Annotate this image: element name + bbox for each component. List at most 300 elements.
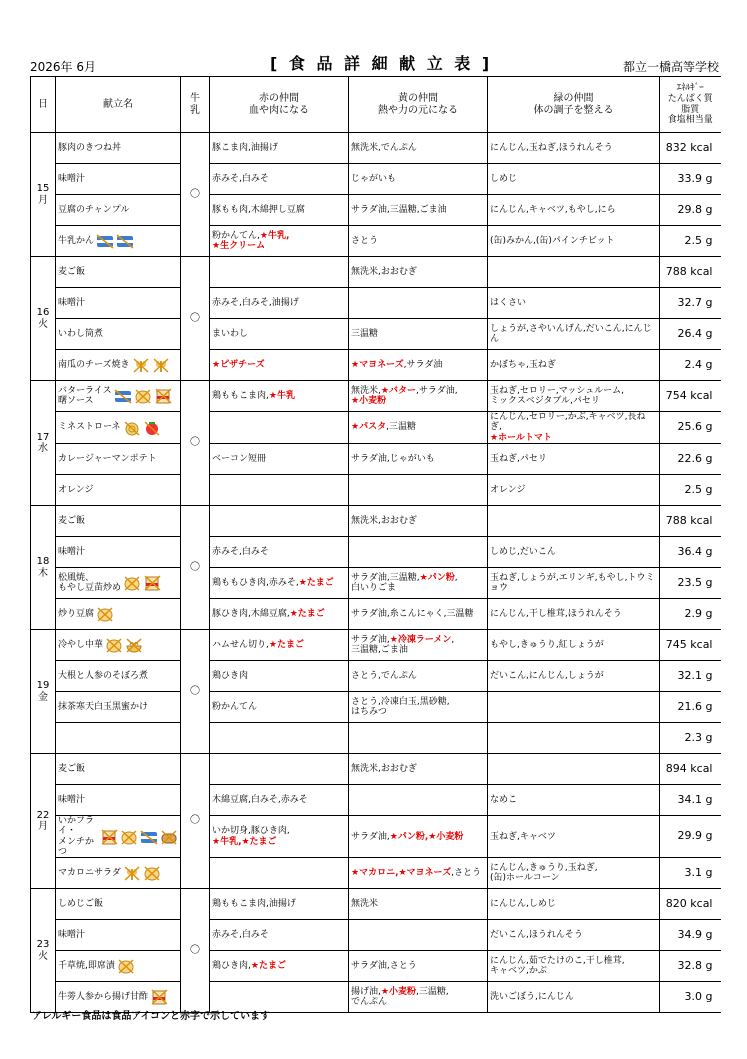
ingredient-text: 無洗米,でんぷん [351, 142, 417, 153]
yellow-group-cell [349, 133, 488, 164]
ingredient-text: 赤みそ,白みそ [212, 546, 269, 557]
yellow-group-cell [349, 692, 488, 723]
nutrition-value: 33.9 g [660, 164, 721, 195]
menu-name: カレージャーマンポテト [58, 453, 157, 464]
egg-icon [105, 637, 123, 653]
menu-name: 味噌汁 [58, 794, 86, 805]
green-group-cell [488, 350, 660, 381]
ingredient-text: もやし,きゅうり,紅しょうが [490, 639, 604, 650]
menu-cell [56, 951, 181, 982]
flour-icon [154, 388, 172, 404]
yellow-group-cell [349, 412, 488, 444]
green-group-cell [488, 858, 660, 889]
red-group-cell [210, 350, 349, 381]
green-group-cell [488, 444, 660, 475]
green-group-cell [488, 288, 660, 319]
yellow-group-cell [349, 723, 488, 754]
ingredient-text: にんじん,玉ねぎ,ほうれんそう [490, 142, 613, 153]
table-row [31, 195, 721, 226]
ingredient-text: ,三温糖, でんぷん [351, 987, 449, 1008]
red-group-cell [210, 661, 349, 692]
nutrition-value: 32.8 g [660, 951, 721, 982]
menu-name: 牛乳かん [58, 235, 95, 246]
red-group-cell [210, 816, 349, 858]
milk-mark: 〇 [181, 381, 210, 506]
menu-name: 豆腐のチャンプル [58, 204, 130, 215]
pasta-icon [123, 420, 141, 436]
ingredient-text: 揚げ油, [351, 987, 381, 998]
red-group-cell [210, 288, 349, 319]
menu-cell [56, 133, 181, 164]
ingredient-text: いか切身,豚ひき肉, [212, 826, 290, 837]
ingredient-text: 木綿豆腐,白みそ,赤みそ [212, 794, 308, 805]
milk-icon [116, 233, 134, 249]
green-group-cell [488, 661, 660, 692]
red-group-cell [210, 475, 349, 506]
day-cell: 17 水 [31, 381, 56, 506]
yellow-group-cell [349, 475, 488, 506]
day-cell: 22 月 [31, 754, 56, 889]
ingredient-text: にんじん,きゅうり,玉ねぎ, (缶)ホールコーン [490, 863, 598, 884]
menu-name: 松風焼、 もやし豆苗炒め [58, 572, 122, 594]
nutrition-value: 32.7 g [660, 288, 721, 319]
menu-cell [56, 692, 181, 723]
table-row [31, 889, 721, 920]
nutrition-value: 745 kcal [660, 630, 721, 661]
allergen-text: ★たまご [268, 639, 304, 650]
table-row [31, 226, 721, 257]
red-group-cell [210, 195, 349, 226]
yellow-group-cell [349, 982, 488, 1013]
ingredient-text: サラダ油,じゃがいも [351, 453, 435, 464]
table-row [31, 257, 721, 288]
yellow-group-cell [349, 319, 488, 350]
ingredient-text: にんじん,茹でたけのこ,干し椎茸, キャベツ,かぶ [490, 956, 625, 977]
nutrition-value: 22.6 g [660, 444, 721, 475]
col-milk: 牛 乳 [181, 77, 210, 133]
menu-cell [56, 661, 181, 692]
ingredient-text: にんじん,干し椎茸,ほうれんそう [490, 608, 622, 619]
nutrition-value: 25.6 g [660, 412, 721, 444]
menu-cell [56, 785, 181, 816]
nutrition-value: 820 kcal [660, 889, 721, 920]
table-row [31, 444, 721, 475]
ingredient-text: だいこん,ほうれんそう [490, 930, 583, 941]
red-group-cell [210, 630, 349, 661]
ingredient-text: 玉ねぎ,しょうが,エリンギ,もやし,トウミョウ [490, 572, 655, 594]
menu-name: 麦ご飯 [58, 763, 86, 774]
nutrition-value: 3.1 g [660, 858, 721, 889]
menu-name: マカロニサラダ [58, 868, 121, 879]
yellow-group-cell [349, 537, 488, 568]
menu-cell [56, 257, 181, 288]
ingredient-text: さとう,冷凍白玉,黒砂糖, はちみつ [351, 696, 450, 718]
green-group-cell [488, 754, 660, 785]
table-row [31, 164, 721, 195]
allergen-text: ★パン粉,★小麦粉 [389, 831, 464, 842]
red-group-cell [210, 785, 349, 816]
green-group-cell [488, 319, 660, 350]
col-energy: ｴﾈﾙｷﾞｰ たんぱく質 脂質 食塩相当量 [660, 77, 721, 133]
nutrition-value: 3.0 g [660, 982, 721, 1013]
ingredient-text: ,三温糖 [386, 422, 416, 433]
yellow-group-cell [349, 889, 488, 920]
menu-cell [56, 195, 181, 226]
ingredient-text: にんじん,セロリー,かぶ,キャベツ,長ねぎ, [490, 412, 646, 433]
yellow-group-cell [349, 444, 488, 475]
menu-name: 味噌汁 [58, 173, 86, 184]
nutrition-value: 754 kcal [660, 381, 721, 412]
ingredient-text: サラダ油, [351, 634, 390, 645]
nutrition-value: 23.5 g [660, 568, 721, 599]
ingredient-text: サラダ油,三温糖, [351, 572, 420, 583]
table-row [31, 412, 721, 444]
green-group-cell [488, 599, 660, 630]
ingredient-text: 赤みそ,白みそ [212, 173, 269, 184]
flour-icon [150, 989, 168, 1005]
egg-icon [120, 829, 138, 845]
wheat-icon [132, 357, 150, 373]
green-group-cell [488, 723, 660, 754]
yellow-group-cell [349, 816, 488, 858]
allergen-text: ★たまご [289, 608, 325, 619]
allergen-text: ★マヨネーズ [351, 359, 404, 370]
yellow-group-cell [349, 506, 488, 537]
allergen-text: ★小麦粉 [351, 396, 387, 406]
green-group-cell [488, 164, 660, 195]
nutrition-value: 34.1 g [660, 785, 721, 816]
ingredient-text: (缶)みかん,(缶)パインチビット [490, 235, 615, 246]
menu-name: バターライス 曙ソース [58, 385, 112, 406]
yellow-group-cell [349, 257, 488, 288]
ingredient-text: さとう [351, 235, 379, 246]
nutrition-value: 32.1 g [660, 661, 721, 692]
egg-icon [96, 606, 114, 622]
ingredient-text: かぼちゃ,玉ねぎ [490, 359, 556, 370]
menu-name: 南瓜のチーズ焼き [58, 359, 130, 370]
green-group-cell [488, 412, 660, 444]
table-row [31, 816, 721, 858]
red-group-cell [210, 226, 349, 257]
table-row [31, 692, 721, 723]
nutrition-value: 894 kcal [660, 754, 721, 785]
ingredient-text: 鶏ももこま肉, [212, 390, 269, 401]
day-cell: 23 火 [31, 889, 56, 1013]
menu-cell [56, 381, 181, 412]
tomato-icon [143, 420, 161, 436]
menu-name: 大根と人参のそぼろ煮 [58, 670, 149, 681]
ingredient-text: ハムせん切り, [212, 639, 269, 650]
table-row [31, 350, 721, 381]
menu-name: 麦ご飯 [58, 515, 86, 526]
red-group-cell [210, 412, 349, 444]
ingredient-text: 玉ねぎ,キャベツ [490, 831, 556, 842]
allergen-text: ★ホールトマト [490, 432, 552, 443]
ingredient-text: 三温糖 [351, 328, 379, 339]
menu-name: 牛蒡人参から揚げ甘酢 [58, 992, 149, 1003]
ingredient-text: ,さとう [451, 868, 481, 879]
nutrition-value: 788 kcal [660, 257, 721, 288]
yellow-group-cell [349, 381, 488, 412]
allergen-text: ★パン粉 [419, 572, 455, 583]
menu-name: しめじご飯 [58, 899, 104, 910]
day-cell: 16 火 [31, 257, 56, 381]
green-group-cell [488, 816, 660, 858]
table-row [31, 599, 721, 630]
menu-cell [56, 444, 181, 475]
ingredient-text: ,サラダ油, [415, 385, 458, 396]
yellow-group-cell [349, 226, 488, 257]
nutrition-value: 29.9 g [660, 816, 721, 858]
wheat-icon [152, 357, 170, 373]
menu-cell [56, 164, 181, 195]
egg-icon [117, 958, 135, 974]
red-group-cell [210, 889, 349, 920]
ingredient-text: にんじん,しめじ [490, 899, 556, 910]
menu-cell [56, 350, 181, 381]
egg-icon [123, 575, 141, 591]
table-row [31, 475, 721, 506]
yellow-group-cell [349, 195, 488, 226]
red-group-cell [210, 506, 349, 537]
red-group-cell [210, 754, 349, 785]
allergen-text: ★牛乳,★たまご [212, 836, 277, 847]
ingredient-text: 粉かんてん [212, 701, 258, 712]
allergen-text: ★牛乳, [259, 230, 290, 241]
day-cell: 18 木 [31, 506, 56, 630]
ingredient-text: 赤みそ,白みそ [212, 930, 269, 941]
red-group-cell [210, 381, 349, 412]
red-group-cell [210, 692, 349, 723]
menu-name: 抹茶寒天白玉黒蜜かけ [58, 701, 149, 712]
nutrition-value: 34.9 g [660, 920, 721, 951]
yellow-group-cell [349, 754, 488, 785]
col-day: 日 [31, 77, 56, 133]
red-group-cell [210, 599, 349, 630]
allergen-text: ★冷凍ラーメン [389, 634, 452, 645]
menu-name: 炒り豆腐 [58, 608, 95, 619]
menu-cell [56, 599, 181, 630]
menu-cell [56, 754, 181, 785]
menu-name: 味噌汁 [58, 297, 86, 308]
green-group-cell [488, 381, 660, 412]
menu-cell [56, 858, 181, 889]
col-yellow: 黄の仲間 熱や力の元になる [349, 77, 488, 133]
red-group-cell [210, 723, 349, 754]
allergen-text: ★牛乳 [268, 390, 295, 401]
table-row [31, 506, 721, 537]
nutrition-value: 2.3 g [660, 723, 721, 754]
allergen-text: ★小麦粉 [380, 987, 416, 998]
menu-name: 味噌汁 [58, 546, 86, 557]
yellow-group-cell [349, 858, 488, 889]
ingredient-text: 無洗米, [351, 385, 381, 396]
table-row [31, 661, 721, 692]
nutrition-value: 36.4 g [660, 537, 721, 568]
ingredient-text: なめこ [490, 794, 518, 805]
milk-mark: 〇 [181, 506, 210, 630]
ingredient-text: 無洗米,おおむぎ [351, 266, 417, 277]
ingredient-text: にんじん,キャベツ,もやし,にら [490, 204, 616, 215]
milk-icon [140, 829, 158, 845]
allergen-text: ★バター [380, 385, 416, 396]
year-month: 2026年 6月 [30, 60, 96, 74]
ingredient-text: まいわし [212, 328, 249, 339]
green-group-cell [488, 889, 660, 920]
allergen-text: ★生クリーム [212, 241, 266, 251]
ingredient-text: 豚ひき肉,木綿豆腐, [212, 608, 290, 619]
menu-name: 豚肉のきつね丼 [58, 142, 122, 153]
ingredient-text: ベーコン短冊 [212, 453, 267, 464]
ingredient-text: 玉ねぎ,セロリー,マッシュルーム, ミックスベジタブル,パセリ [490, 385, 625, 406]
red-group-cell [210, 920, 349, 951]
green-group-cell [488, 257, 660, 288]
day-cell: 15 月 [31, 133, 56, 257]
red-group-cell [210, 568, 349, 599]
red-group-cell [210, 444, 349, 475]
ingredient-text: しめじ [490, 173, 518, 184]
allergen-text: ★ピザチーズ [212, 359, 265, 370]
yellow-group-cell [349, 661, 488, 692]
table-row [31, 537, 721, 568]
yellow-group-cell [349, 288, 488, 319]
ingredient-text: 洗いごぼう,にんじん [490, 992, 574, 1003]
nutrition-value: 2.5 g [660, 226, 721, 257]
yellow-group-cell [349, 164, 488, 195]
allergen-text: ★パスタ [351, 422, 387, 433]
col-menu: 献立名 [56, 77, 181, 133]
egg-icon [143, 865, 161, 881]
milk-mark: 〇 [181, 630, 210, 754]
allergen-text: ★たまご [250, 961, 286, 972]
ingredient-text: 無洗米,おおむぎ [351, 515, 417, 526]
ingredient-text: 豚もも肉,木綿押し豆腐 [212, 204, 305, 215]
menu-cell [56, 920, 181, 951]
menu-cell [56, 630, 181, 661]
green-group-cell [488, 537, 660, 568]
menu-cell [56, 475, 181, 506]
menu-cell [56, 319, 181, 350]
milk-mark: 〇 [181, 257, 210, 381]
flour-icon [143, 575, 161, 591]
ingredient-text: サラダ油,糸こんにゃく,三温糖 [351, 608, 474, 619]
menu-name: 冷やし中華 [58, 639, 104, 650]
green-group-cell [488, 785, 660, 816]
green-group-cell [488, 982, 660, 1013]
ingredient-text: 鶏ひき肉 [212, 670, 249, 681]
col-red: 赤の仲間 血や肉になる [210, 77, 349, 133]
ingredient-text: さとう,でんぷん [351, 670, 417, 681]
nutrition-value: 26.4 g [660, 319, 721, 350]
red-group-cell [210, 319, 349, 350]
nutrition-value: 832 kcal [660, 133, 721, 164]
red-group-cell [210, 164, 349, 195]
flour-icon [100, 829, 118, 845]
milk-icon [96, 233, 114, 249]
ingredient-text: サラダ油,さとう [351, 961, 417, 972]
red-group-cell [210, 951, 349, 982]
red-group-cell [210, 257, 349, 288]
ingredient-text: 鶏ももひき肉,赤みそ, [212, 577, 299, 588]
ingredient-text: サラダ油,三温糖,ごま油 [351, 204, 447, 215]
menu-cell [56, 816, 181, 858]
allergy-note: アレルギー食品は食品アイコンと赤字で示しています [32, 1011, 271, 1022]
ingredient-text: 豚こま肉,油揚げ [212, 142, 278, 153]
table-row [31, 319, 721, 350]
nutrition-value: 2.9 g [660, 599, 721, 630]
ingredient-text: オレンジ [490, 484, 526, 495]
ingredient-text: 玉ねぎ,パセリ [490, 453, 547, 464]
table-row [31, 381, 721, 412]
ingredient-text: 鶏ひき肉, [212, 961, 251, 972]
menu-name: 麦ご飯 [58, 266, 86, 277]
school-name: 都立一橋高等学校 [622, 60, 719, 74]
menu-cell [56, 506, 181, 537]
milk-mark: 〇 [181, 754, 210, 889]
menu-cell [56, 889, 181, 920]
nutrition-value: 788 kcal [660, 506, 721, 537]
table-row [31, 723, 721, 754]
ingredient-text: 鶏ももこま肉,油揚げ [212, 899, 296, 910]
table-row [31, 920, 721, 951]
menu-name: オレンジ [58, 484, 94, 495]
green-group-cell [488, 951, 660, 982]
green-group-cell [488, 506, 660, 537]
ingredient-text: ,サラダ油 [403, 359, 443, 370]
menu-name: ミネストローネ [58, 422, 121, 433]
ingredient-text: だいこん,にんじん,しょうが [490, 670, 604, 681]
ingredient-text: 無洗米 [351, 899, 379, 910]
menu-cell [56, 226, 181, 257]
table-row [31, 133, 721, 164]
table-row [31, 288, 721, 319]
ingredient-text: はくさい [490, 297, 527, 308]
egg-icon [134, 388, 152, 404]
menu-cell [56, 723, 181, 754]
table-header-row [31, 77, 721, 133]
red-group-cell [210, 133, 349, 164]
menu-cell [56, 568, 181, 599]
green-group-cell [488, 226, 660, 257]
noodle-icon [125, 637, 143, 653]
nutrition-value: 21.6 g [660, 692, 721, 723]
allergen-text: ★マカロニ,★マヨネーズ [351, 868, 452, 879]
red-group-cell [210, 858, 349, 889]
green-group-cell [488, 195, 660, 226]
green-group-cell [488, 475, 660, 506]
ingredient-text: 粉かんてん, [212, 230, 260, 241]
nutrition-value: 29.8 g [660, 195, 721, 226]
menu-cell [56, 288, 181, 319]
ingredient-text: , 三温糖,ごま油 [351, 634, 455, 656]
milk-mark: 〇 [181, 889, 210, 1013]
ingredient-text: しめじ,だいこん [490, 546, 556, 557]
menu-name: 味噌汁 [58, 930, 86, 941]
table-row [31, 858, 721, 889]
table-row [31, 951, 721, 982]
yellow-group-cell [349, 350, 488, 381]
ingredient-text: じゃがいも [351, 173, 397, 184]
table-row [31, 785, 721, 816]
milk-mark: 〇 [181, 133, 210, 257]
green-group-cell [488, 920, 660, 951]
menu-name: いわし筒煮 [58, 328, 104, 339]
col-green: 緑の仲間 体の調子を整える [488, 77, 660, 133]
day-cell: 19 金 [31, 630, 56, 754]
green-group-cell [488, 568, 660, 599]
green-group-cell [488, 692, 660, 723]
ingredient-text: 無洗米,おおむぎ [351, 763, 417, 774]
